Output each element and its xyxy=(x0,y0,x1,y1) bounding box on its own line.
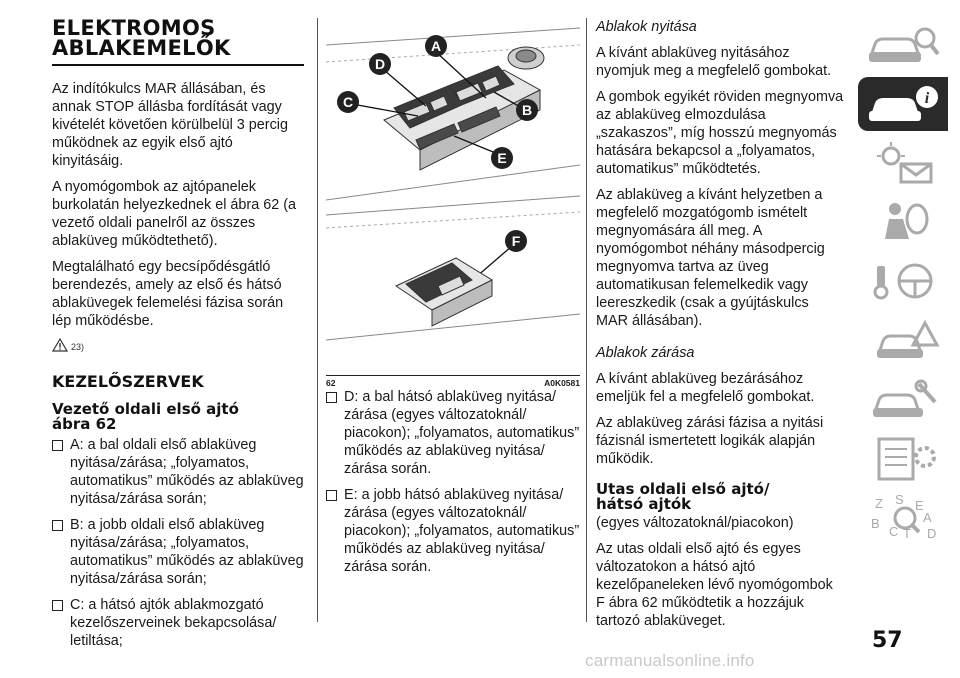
list-item-text: D: a bal hátsó ablaküveg nyitása/ zárása (egyes változatoknál/ piacokon); „folyamatos, automatikus” működés az ablaküveg nyitása/ zárása során. xyxy=(344,389,580,477)
checkbox-bullet-icon xyxy=(52,440,63,451)
driver-door-heading-line-1: Vezető oldali első ajtó xyxy=(52,400,239,418)
checkbox-bullet-icon xyxy=(326,392,337,403)
column-3 xyxy=(596,18,844,638)
list-item xyxy=(326,486,580,576)
tab-starting-driving[interactable] xyxy=(858,254,948,308)
section-title xyxy=(52,18,304,66)
list-item xyxy=(52,436,304,508)
callout-f xyxy=(505,230,527,252)
driver-door-heading-line-2: ábra 62 xyxy=(52,415,117,433)
list-item xyxy=(52,516,304,588)
callout-a-text: A xyxy=(430,38,442,54)
driver-door-heading xyxy=(52,402,304,432)
chapter-tabs xyxy=(858,18,948,549)
window-switch-illustration xyxy=(326,0,580,370)
opening-paragraph-3: Az ablaküveg a kívánt helyzetben a megfelelő mozgatógomb ismételt megnyomására áll meg. A nyomógombot néhány másodpercig megnyomva tartva az üveg automatikusan felemelkedik vagy leereszkedik (csak a gyújtáskulcs MAR állásában). xyxy=(596,187,825,329)
tab-car-info[interactable] xyxy=(858,77,948,131)
page-number: 57 xyxy=(872,628,903,653)
tab-index[interactable] xyxy=(858,490,948,544)
column-divider-right xyxy=(586,18,587,622)
passenger-door-heading-line-1: Utas oldali első ajtó/ xyxy=(596,480,770,498)
subheading-opening: Ablakok nyitása xyxy=(596,19,697,35)
passenger-door-heading-line-2: hátsó ajtók xyxy=(596,495,692,513)
callout-d xyxy=(369,53,391,75)
figure-caption xyxy=(326,375,580,388)
list-item xyxy=(326,388,580,478)
anti-pinch-paragraph: Megtalálható egy becsípődésgátló berendezés, amely az első és hátsó ablaküvegek felemelési fázisa során lép működésbe. xyxy=(52,259,284,329)
driver-door-panel-drawing xyxy=(326,28,580,200)
index-letter: Z xyxy=(875,496,883,511)
figure-62 xyxy=(326,0,580,388)
figure-code: A0K0581 xyxy=(544,378,580,388)
section-title-line-2: ABLAKEMELŐK xyxy=(52,36,231,60)
index-letter: E xyxy=(915,498,924,513)
list-item-text: E: a jobb hátsó ablaküveg nyitása/ zárása (egyes változatoknál/ piacokon); „folyamatos, automatikus” működés az ablaküveg nyitása/ zárása során. xyxy=(344,487,580,575)
figure-number: 62 xyxy=(326,378,336,388)
callout-b-text: B xyxy=(521,102,533,118)
index-letter: C xyxy=(889,524,899,539)
column-2 xyxy=(326,0,580,584)
passenger-door-heading xyxy=(596,482,844,512)
car-search-icon xyxy=(865,22,941,68)
checkbox-bullet-icon xyxy=(52,600,63,611)
passenger-door-panel-drawing xyxy=(326,196,580,340)
opening-paragraph-2: A gombok egyikét röviden megnyomva az ablaküveg elmozdulása „szakaszos”, míg hosszú megnyomás hatására bekapcsol a „folyamatos, automatikus” működtetés. xyxy=(596,89,844,177)
tab-safety[interactable] xyxy=(858,195,948,249)
index-letter: A xyxy=(923,510,932,525)
buttons-location-paragraph: A nyomógombok az ajtópanelek burkolatán helyezkednek el ábra 62 (a vezető oldali panelről az összes ablaküveg működtethető). xyxy=(52,179,297,249)
callout-c xyxy=(337,91,359,113)
index-letter: D xyxy=(927,526,937,541)
list-item-text: A: a bal oldali első ablaküveg nyitása/zárása; „folyamatos, automatikus” működés az ablaküveg nyitása/zárása során; xyxy=(70,437,304,507)
tab-emergency[interactable] xyxy=(858,313,948,367)
checkbox-bullet-icon xyxy=(326,490,337,501)
opening-paragraph-1: A kívánt ablaküveg nyitásához nyomjuk meg a megfelelő gombokat. xyxy=(596,45,832,79)
list-item-text: B: a jobb oldali első ablaküveg nyitása/zárása; „folyamatos, automatikus” működés az ablaküveg nyitása/zárása során; xyxy=(70,517,304,587)
section-title-line-1: ELEKTROMOS xyxy=(52,16,216,40)
svg-text:i: i xyxy=(924,90,930,107)
warning-reference-number: 23) xyxy=(71,342,85,352)
tab-warning-lights[interactable] xyxy=(858,136,948,190)
tab-car-search[interactable] xyxy=(858,18,948,72)
intro-paragraph: Az indítókulcs MAR állásában, és annak STOP állásba fordítását vagy kivételét követően körülbelül 3 percig működnek az egyik első ajtó kinyitásáig. xyxy=(52,81,288,169)
callout-b xyxy=(516,99,538,121)
car-info-icon xyxy=(865,81,941,127)
list-item xyxy=(52,596,304,650)
callout-e-text: E xyxy=(497,150,507,166)
callout-f-text: F xyxy=(511,233,521,249)
emergency-icon xyxy=(865,317,941,363)
subheading-closing: Ablakok zárása xyxy=(596,345,695,361)
watermark: carmanualsonline.info xyxy=(585,651,755,670)
technical-data-icon xyxy=(865,435,941,481)
tab-technical-data[interactable] xyxy=(858,431,948,485)
index-icon xyxy=(865,492,941,542)
closing-paragraph-1: A kívánt ablaküveg bezárásához emeljük fel a megfelelő gombokat. xyxy=(596,371,815,405)
callout-c-text: C xyxy=(342,94,354,110)
warning-reference xyxy=(52,338,304,352)
controls-heading: KEZELŐSZERVEK xyxy=(52,372,204,391)
warning-triangle-icon xyxy=(52,338,68,352)
callout-d-text: D xyxy=(374,56,386,72)
passenger-door-subheading: (egyes változatoknál/piacokon) xyxy=(596,515,794,531)
column-1 xyxy=(52,0,304,658)
airbag-safety-icon xyxy=(865,199,941,245)
callout-a xyxy=(425,35,447,57)
callout-e xyxy=(491,147,513,169)
column-divider-left xyxy=(317,18,318,622)
tab-maintenance[interactable] xyxy=(858,372,948,426)
checkbox-bullet-icon xyxy=(52,520,63,531)
list-item-text: C: a hátsó ajtók ablakmozgató kezelőszerveinek bekapcsolása/ letiltása; xyxy=(70,597,277,649)
warning-lights-icon xyxy=(865,140,941,186)
key-steering-icon xyxy=(865,258,941,304)
index-letter: T xyxy=(903,526,911,541)
index-letter: B xyxy=(871,516,880,531)
closing-paragraph-2: Az ablaküveg zárási fázisa a nyitási fázisnál ismertetett logikák alapján működik. xyxy=(596,415,824,467)
passenger-door-paragraph: Az utas oldali első ajtó és egyes változatokon a hátsó ajtó kezelőpaneleken lévő nyomógombok F ábra 62 működtetik a hozzájuk tartozó ablaküveget. xyxy=(596,541,833,629)
index-letter: S xyxy=(895,492,904,507)
maintenance-icon xyxy=(865,376,941,422)
